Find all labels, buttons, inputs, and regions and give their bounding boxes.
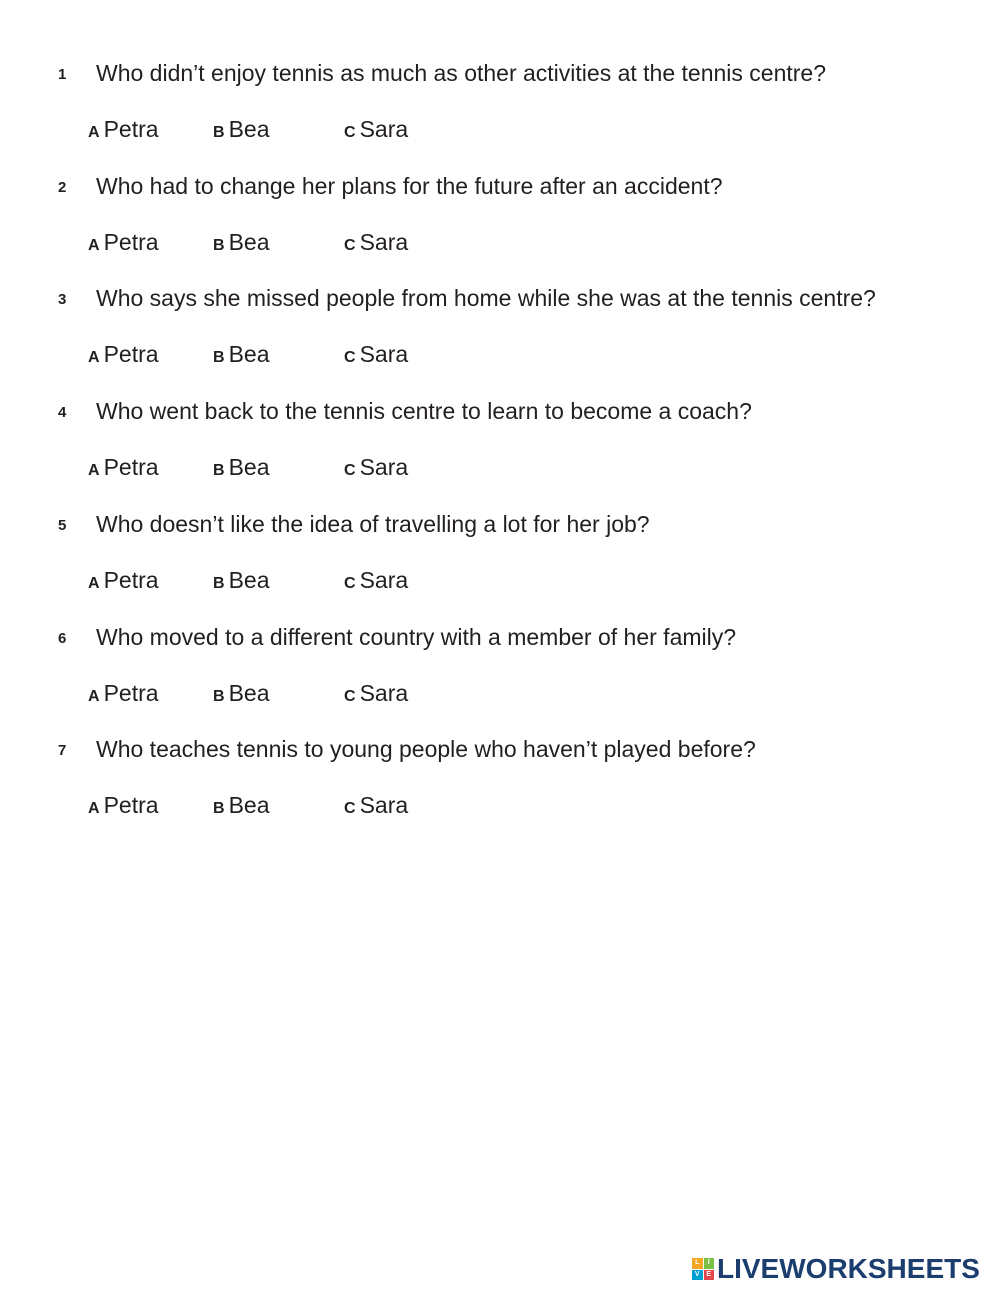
option-label: Petra — [103, 454, 159, 481]
option-letter: A — [88, 349, 100, 367]
question-text: Who had to change her plans for the future after an accident? — [96, 172, 723, 199]
question-number: 6 — [58, 629, 67, 647]
option-letter: C — [344, 236, 356, 254]
option-label: Sara — [359, 679, 409, 706]
option-label: Petra — [103, 792, 159, 819]
question-number: 4 — [58, 404, 67, 422]
option-label: Petra — [103, 566, 159, 593]
option-a[interactable] — [88, 792, 159, 819]
option-label: Petra — [103, 116, 159, 142]
option-c[interactable] — [344, 792, 408, 819]
option-letter: C — [344, 687, 356, 705]
question-number: 7 — [58, 742, 67, 760]
option-letter: B — [213, 124, 225, 141]
option-label: Sara — [359, 228, 409, 255]
option-label: Bea — [228, 228, 270, 255]
question-text: Who teaches tennis to young people who haven’t played before? — [96, 736, 756, 763]
option-label: Petra — [103, 228, 159, 255]
option-letter: A — [88, 124, 100, 141]
option-label: Bea — [228, 566, 270, 593]
option-letter: B — [213, 236, 225, 254]
option-label: Bea — [228, 792, 270, 819]
question-text: Who doesn’t like the idea of travelling a lot for her job? — [96, 510, 650, 537]
option-letter: A — [88, 574, 100, 592]
option-letter: A — [88, 462, 100, 480]
option-label: Bea — [228, 341, 270, 368]
liveworksheets-logo — [692, 1254, 980, 1284]
question-number: 3 — [58, 291, 67, 309]
question-number: 2 — [58, 178, 67, 196]
option-label: Petra — [103, 341, 159, 368]
option-b[interactable] — [213, 792, 270, 819]
option-letter: B — [213, 574, 225, 592]
question-number: 5 — [58, 516, 67, 534]
option-label: Sara — [359, 116, 409, 142]
logo-mark-letter: E — [704, 1270, 715, 1281]
option-label: Sara — [359, 454, 409, 481]
option-letter: A — [88, 800, 100, 818]
option-letter: C — [344, 462, 356, 480]
liveworksheets-logo-icon — [692, 1258, 714, 1280]
question-text: Who says she missed people from home while she was at the tennis centre? — [96, 285, 876, 312]
option-letter: B — [213, 462, 225, 480]
question-4 — [0, 338, 1000, 481]
option-label: Sara — [359, 341, 409, 368]
logo-mark-letter: V — [692, 1270, 703, 1281]
option-letter: C — [344, 574, 356, 592]
option-label: Sara — [359, 792, 409, 819]
question-number: 1 — [58, 66, 67, 83]
option-letter: C — [344, 124, 356, 141]
option-label: Sara — [359, 566, 409, 593]
logo-text: LIVEWORKSHEETS — [717, 1253, 980, 1284]
question-7 — [0, 676, 1000, 819]
question-3 — [0, 225, 1000, 368]
option-letter: A — [88, 236, 100, 254]
option-letter: A — [88, 687, 100, 705]
option-letter: B — [213, 687, 225, 705]
logo-mark-letter: I — [704, 1258, 715, 1269]
option-label: Bea — [228, 454, 270, 481]
question-text: Who moved to a different country with a member of her family? — [96, 623, 737, 650]
question-1 — [0, 0, 1000, 142]
option-letter: C — [344, 800, 356, 818]
option-letter: B — [213, 349, 225, 367]
logo-mark-letter: L — [692, 1258, 703, 1269]
question-text: Who went back to the tennis centre to learn to become a coach? — [96, 398, 752, 425]
question-2 — [0, 113, 1000, 255]
option-letter: C — [344, 349, 356, 367]
option-letter: B — [213, 800, 225, 818]
option-label: Petra — [103, 679, 159, 706]
option-label: Bea — [228, 116, 270, 142]
question-text: Who didn’t enjoy tennis as much as other activities at the tennis centre? — [96, 60, 827, 86]
question-5 — [0, 451, 1000, 593]
question-6 — [0, 564, 1000, 706]
option-label: Bea — [228, 679, 270, 706]
